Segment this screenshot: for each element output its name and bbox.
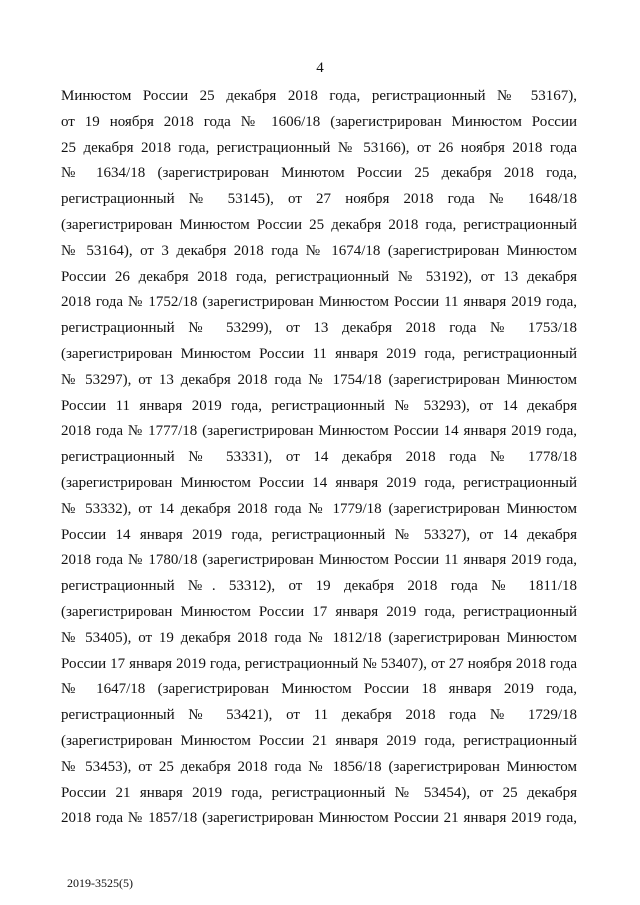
text-line: регистрационный № 53299), от 13 декабря 2018 года № 1753/18 xyxy=(61,320,577,337)
text-line: № 53164), от 3 декабря 2018 года № 1674/18 (зарегистрирован Минюстом xyxy=(61,242,577,259)
text-line: (зарегистрирован Минюстом России 14 января 2019 года, регистрационный xyxy=(61,474,577,491)
document-id: 2019-3525(5) xyxy=(67,876,133,890)
body-text xyxy=(61,84,577,832)
text-line: России 21 января 2019 года, регистрационный № 53454), от 25 декабря xyxy=(61,784,577,801)
text-line: регистрационный № 53421), от 11 декабря 2018 года № 1729/18 xyxy=(61,707,577,724)
text-line: № 1634/18 (зарегистрирован Минютом России 25 декабря 2018 года, xyxy=(61,165,577,182)
page-number: 4 xyxy=(316,60,324,76)
text-line: Минюстом России 25 декабря 2018 года, регистрационный № 53167), xyxy=(61,88,577,104)
text-line: № 53332), от 14 декабря 2018 года № 1779/18 (зарегистрирован Минюстом xyxy=(61,500,577,517)
text-line: России 17 января 2019 года, регистрационный № 53407), от 27 ноября 2018 года xyxy=(61,655,577,672)
text-line: (зарегистрирован Минюстом России 11 января 2019 года, регистрационный xyxy=(61,345,577,362)
text-line: 2018 года № 1780/18 (зарегистрирован Минюстом России 11 января 2019 года, xyxy=(61,552,577,569)
text-line: (зарегистрирован Минюстом России 21 января 2019 года, регистрационный xyxy=(61,732,577,749)
text-line: № 1647/18 (зарегистрирован Минюстом России 18 января 2019 года, xyxy=(61,681,577,698)
text-line: 25 декабря 2018 года, регистрационный № 53166), от 26 ноября 2018 года xyxy=(61,139,577,156)
text-line: России 11 января 2019 года, регистрационный № 53293), от 14 декабря xyxy=(61,397,577,414)
text-line: России 14 января 2019 года, регистрационный № 53327), от 14 декабря xyxy=(61,526,577,543)
text-line: № 53297), от 13 декабря 2018 года № 1754/18 (зарегистрирован Минюстом xyxy=(61,371,577,388)
text-line: регистрационный №. 53312), от 19 декабря 2018 года № 1811/18 xyxy=(61,578,577,595)
text-line: (зарегистрирован Минюстом России 17 января 2019 года, регистрационный xyxy=(61,603,577,620)
text-line: 2018 года № 1752/18 (зарегистрирован Минюстом России 11 января 2019 года, xyxy=(61,294,577,311)
text-line: от 19 ноября 2018 года № 1606/18 (зарегистрирован Минюстом России xyxy=(61,113,577,130)
text-line: регистрационный № 53331), от 14 декабря 2018 года № 1778/18 xyxy=(61,449,577,466)
text-line: № 53405), от 19 декабря 2018 года № 1812/18 (зарегистрирован Минюстом xyxy=(61,629,577,646)
text-line: № 53453), от 25 декабря 2018 года № 1856/18 (зарегистрирован Минюстом xyxy=(61,758,577,775)
text-line: 2018 года № 1857/18 (зарегистрирован Минюстом России 21 января 2019 года, xyxy=(61,810,577,827)
text-line: регистрационный № 53145), от 27 ноября 2018 года № 1648/18 xyxy=(61,191,577,208)
text-line: России 26 декабря 2018 года, регистрационный № 53192), от 13 декабря xyxy=(61,268,577,285)
text-line: 2018 года № 1777/18 (зарегистрирован Минюстом России 14 января 2019 года, xyxy=(61,423,577,440)
text-line: (зарегистрирован Минюстом России 25 декабря 2018 года, регистрационный xyxy=(61,216,577,233)
